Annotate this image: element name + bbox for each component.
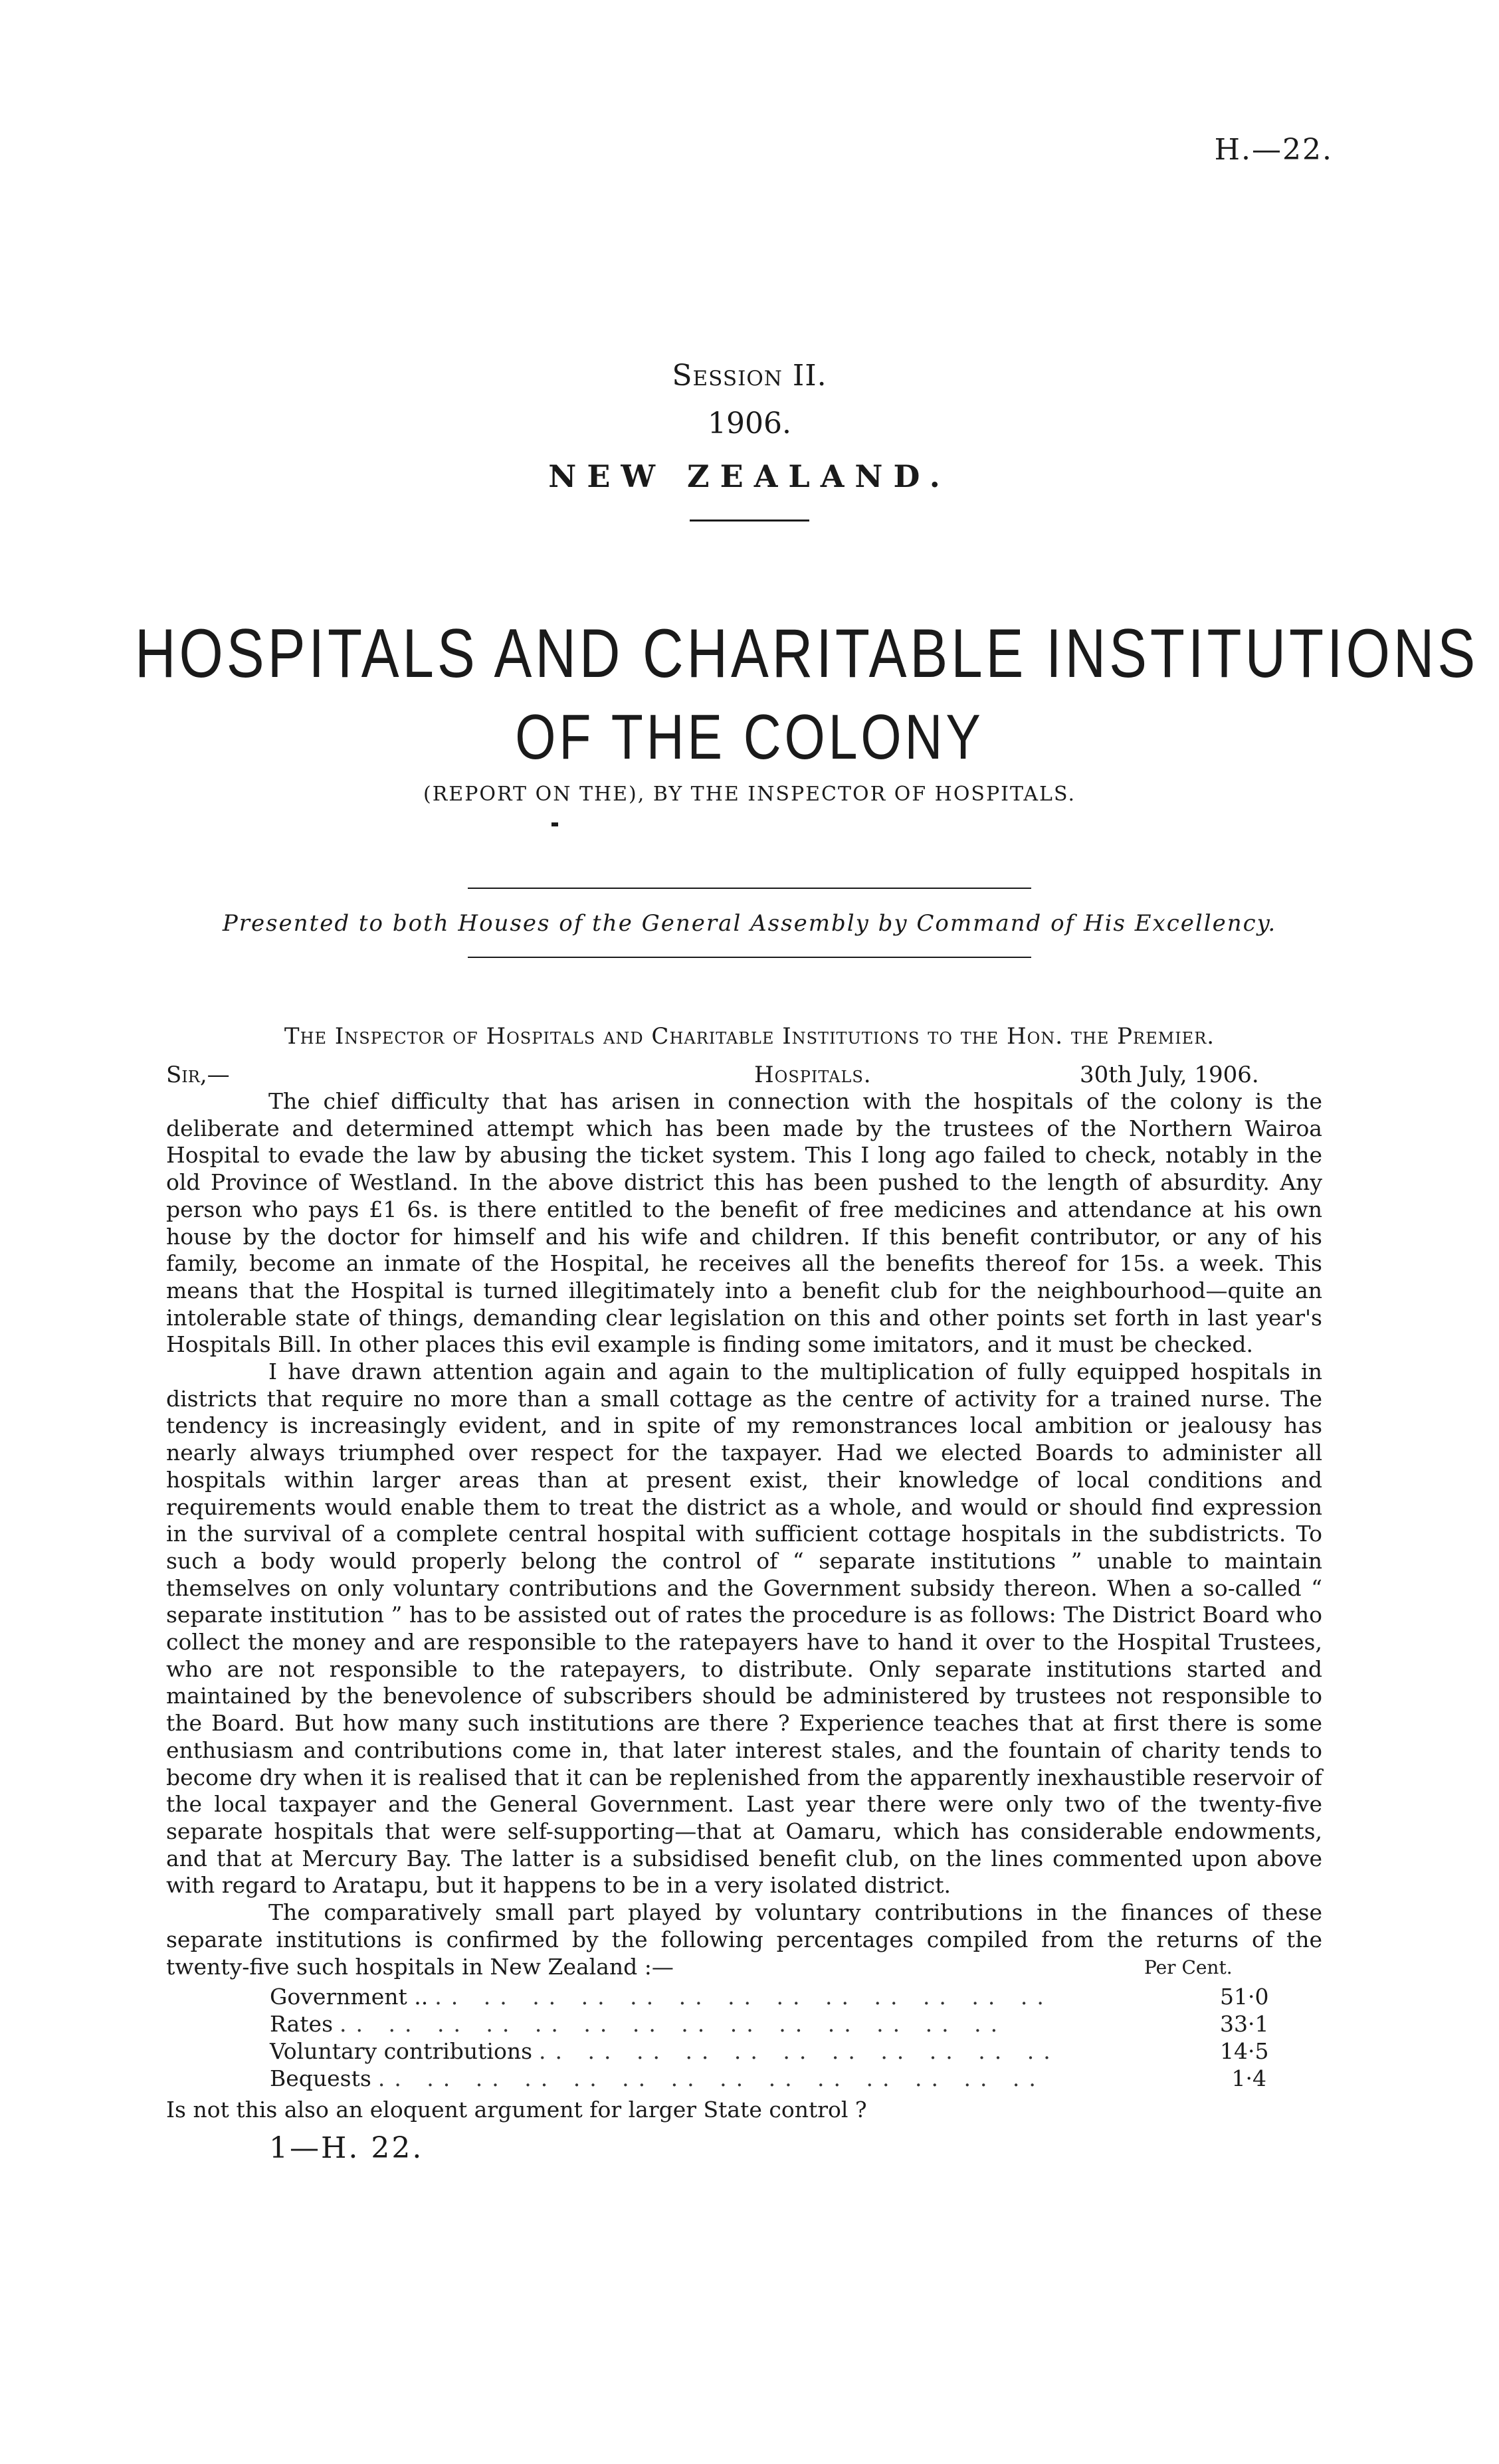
paragraph: The chief difficulty that has arisen in connection with the hospitals of the colony is the deliberate and determined attempt which has been made by the trustees of the Northern Wairoa Hospital to evade the law by abusing the ticket system. This I long ago failed to check, notably in the old Province of Westland. In the above district this has been pushed to the length of absurdity. Any person who pays £1 6s. is there entitled to the benefit of free medicines and attendance at his own house by the doctor for himself and his wife and children. If this benefit contributor, or any of his family, become an inmate of the Hospital, he receives all the benefits thereof for 15s. a week. This means that the Hospital is turned illegitimately into a benefit club for the neighbourhood—quite an intolerable state of things, demanding clear legislation on this and other points set forth in last year's Hospitals Bill. In other places this evil example is finding some imitators, and it must be checked.	[166, 1088, 1322, 1358]
table-row	[270, 2010, 1269, 2038]
table-row	[270, 2038, 1269, 2065]
presented-note: Presented to both Houses of the General Assembly by Command of His Excellency.	[222, 910, 1277, 937]
ornament-mark	[551, 822, 558, 826]
report-title-line-1: HOSPITALS AND CHARITABLE INSTITUTIONS	[135, 615, 1479, 692]
row-label: Rates	[270, 2011, 334, 2037]
percent-column-header: Per Cent.	[1144, 1956, 1233, 1978]
footer-reference: 1—H. 22.	[269, 2131, 424, 2165]
salutation: Sir,—	[166, 1062, 230, 1088]
section-heading: Hospitals.	[754, 1062, 872, 1088]
row-value: 14·5	[1220, 2038, 1269, 2064]
letter-addressee: The Inspector of Hospitals and Charitable Institutions to the Hon. the Premier.	[284, 1023, 1215, 1050]
letter-date: 30th July, 1906.	[1080, 1062, 1259, 1088]
row-label: Voluntary contributions	[270, 2038, 533, 2064]
row-value: 1·4	[1231, 2065, 1266, 2091]
percentage-table	[270, 1983, 1269, 2092]
divider-rule	[468, 888, 1031, 889]
leader-dots: .. .. .. .. .. .. .. .. .. .. .. .. .. ..	[340, 2011, 1007, 2037]
paragraph: I have drawn attention again and again to the multiplication of fully equipped hospitals in districts that require no more than a small cottage as the centre of activity for a trained nurse. The tendency is increasingly evident, and in spite of my remonstrances local ambition or jealousy has nearly always triumphed over respect for the taxpayer. Had we elected Boards to administer all hospitals within larger areas than at present exist, their knowledge of local conditions and requirements would enable them to treat the district as a whole, and would or should find expression in the survival of a complete central hospital with sufficient cottage hospitals in the subdistricts. To such a body would properly belong the control of “ separate institutions ” unable to maintain themselves on only voluntary contributions and the Government subsidy thereon. When a so-called “ separate institution ” has to be assisted out of rates the procedure is as follows: The District Board who collect the money and are responsible to the ratepayers have to hand it over to the Hospital Trustees, who are not responsible to the ratepayers, to distribute. Only separate institutions started and maintained by the benevolence of subscribers should be administered by trustees not responsible to the Board. But how many such institutions are there ? Experience teaches that at first there is some enthusiasm and contributions come in, that later interest stales, and the fountain of charity tends to become dry when it is realised that it can be replenished from the apparently inexhaustible reservoir of the local taxpayer and the General Government. Last year there were only two of the twenty-five separate hospitals that were self-supporting—that at Oamaru, which has considerable endowments, and that at Mercury Bay. The latter is a subsidised benefit club, on the lines commented upon above with regard to Aratapu, but it happens to be in a very isolated district.	[166, 1359, 1322, 1899]
paragraph: The comparatively small part played by voluntary contributions in the finances of these separate institutions is confirmed by the following percentages compiled from the returns of the twenty-five such hospitals in New Zealand :—	[166, 1899, 1322, 1980]
leader-dots: .. .. .. .. .. .. .. .. .. .. .. .. ..	[435, 1984, 1053, 2010]
report-subtitle: (REPORT ON THE), BY THE INSPECTOR OF HOSPITALS.	[423, 783, 1076, 806]
row-value: 33·1	[1220, 2011, 1269, 2037]
page-reference: H.—22.	[1214, 133, 1333, 167]
session-label: Session II.	[672, 359, 827, 393]
table-row	[270, 1983, 1269, 2010]
row-value: 51·0	[1220, 1984, 1269, 2010]
leader-dots: .. .. .. .. .. .. .. .. .. .. .. .. .. ..	[377, 2065, 1045, 2091]
leader-dots: .. .. .. .. .. .. .. .. .. .. ..	[539, 2038, 1060, 2064]
row-label: Government ..	[270, 1984, 429, 2010]
report-title-line-2: OF THE COLONY	[515, 702, 984, 773]
closing-question: Is not this also an eloquent argument for larger State control ?	[166, 2097, 867, 2123]
country-label: NEW ZEALAND.	[548, 458, 951, 494]
letter-body	[166, 1088, 1322, 1980]
divider-rule	[468, 957, 1031, 958]
table-row	[270, 2065, 1266, 2092]
row-label: Bequests	[270, 2065, 371, 2091]
year-label: 1906.	[708, 407, 791, 440]
divider-rule	[690, 520, 809, 521]
